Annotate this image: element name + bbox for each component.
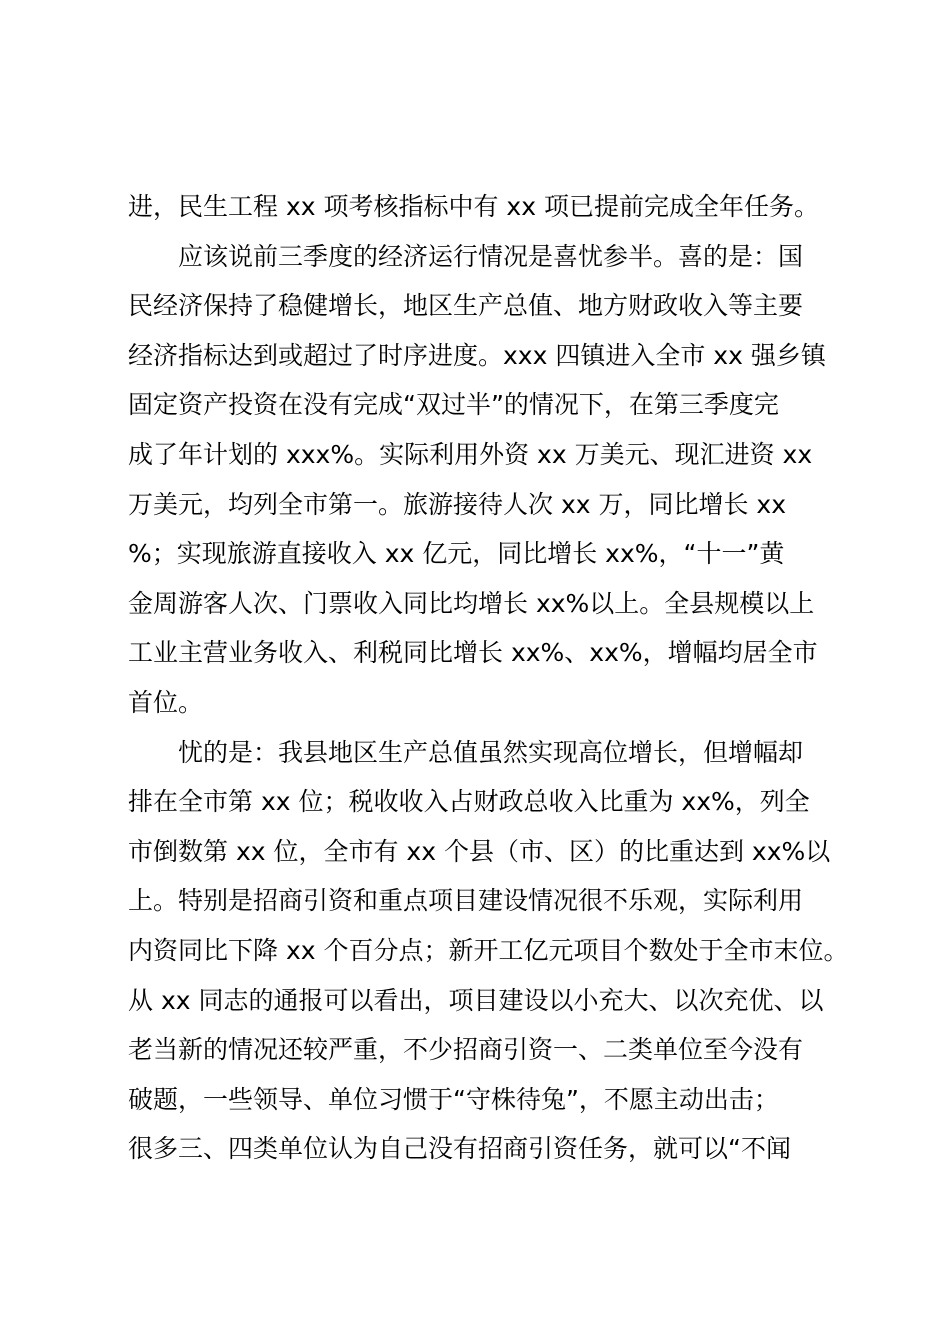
text-line: 市倒数第 xx 位，全市有 xx 个县（市、区）的比重达到 xx%以 (128, 836, 831, 866)
text-line: %；实现旅游直接收入 xx 亿元，同比增长 xx%，“十一”黄 (128, 539, 785, 569)
text-line: 上。特别是招商引资和重点项目建设情况很不乐观，实际利用 (128, 886, 804, 916)
text-line: 工业主营业务收入、利税同比增长 xx%、xx%，增幅均居全市 (128, 638, 818, 668)
text-line: 破题，一些领导、单位习惯于“守株待兔”，不愿主动出击； (128, 1084, 779, 1114)
text-line: 内资同比下降 xx 个百分点；新开工亿元项目个数处于全市末位。 (128, 935, 849, 965)
body-text (128, 182, 849, 1174)
text-line: 很多三、四类单位认为自己没有招商引资任务，就可以“不闻 (128, 1134, 791, 1164)
text-line: 金周游客人次、门票收入同比均增长 xx%以上。全县规模以上 (128, 588, 815, 618)
text-line: 进，民生工程 xx 项考核指标中有 xx 项已提前完成全年任务。 (128, 192, 819, 221)
text-line: 固定资产投资在没有完成“双过半”的情况下，在第三季度完 (128, 390, 779, 420)
text-line: 老当新的情况还较严重，不少招商引资一、二类单位至今没有 (128, 1035, 804, 1065)
paragraph-start-line: 忧的是：我县地区生产总值虽然实现高位增长，但增幅却 (178, 737, 804, 767)
text-line: 成了年计划的 xxx%。实际利用外资 xx 万美元、现汇进资 xx (128, 439, 813, 469)
text-line: 万美元，均列全市第一。旅游接待人次 xx 万，同比增长 xx (128, 489, 787, 519)
text-line: 从 xx 同志的通报可以看出，项目建设以小充大、以次充优、以 (128, 985, 824, 1015)
paragraph-start-line: 应该说前三季度的经济运行情况是喜忧参半。喜的是：国 (178, 241, 804, 271)
text-line: 排在全市第 xx 位；税收收入占财政总收入比重为 xx%，列全 (128, 787, 810, 817)
text-line: 民经济保持了稳健增长，地区生产总值、地方财政收入等主要 (128, 291, 804, 321)
text-line: 经济指标达到或超过了时序进度。xxx 四镇进入全市 xx 强乡镇 (128, 340, 826, 370)
text-line: 首位。 (128, 687, 204, 717)
